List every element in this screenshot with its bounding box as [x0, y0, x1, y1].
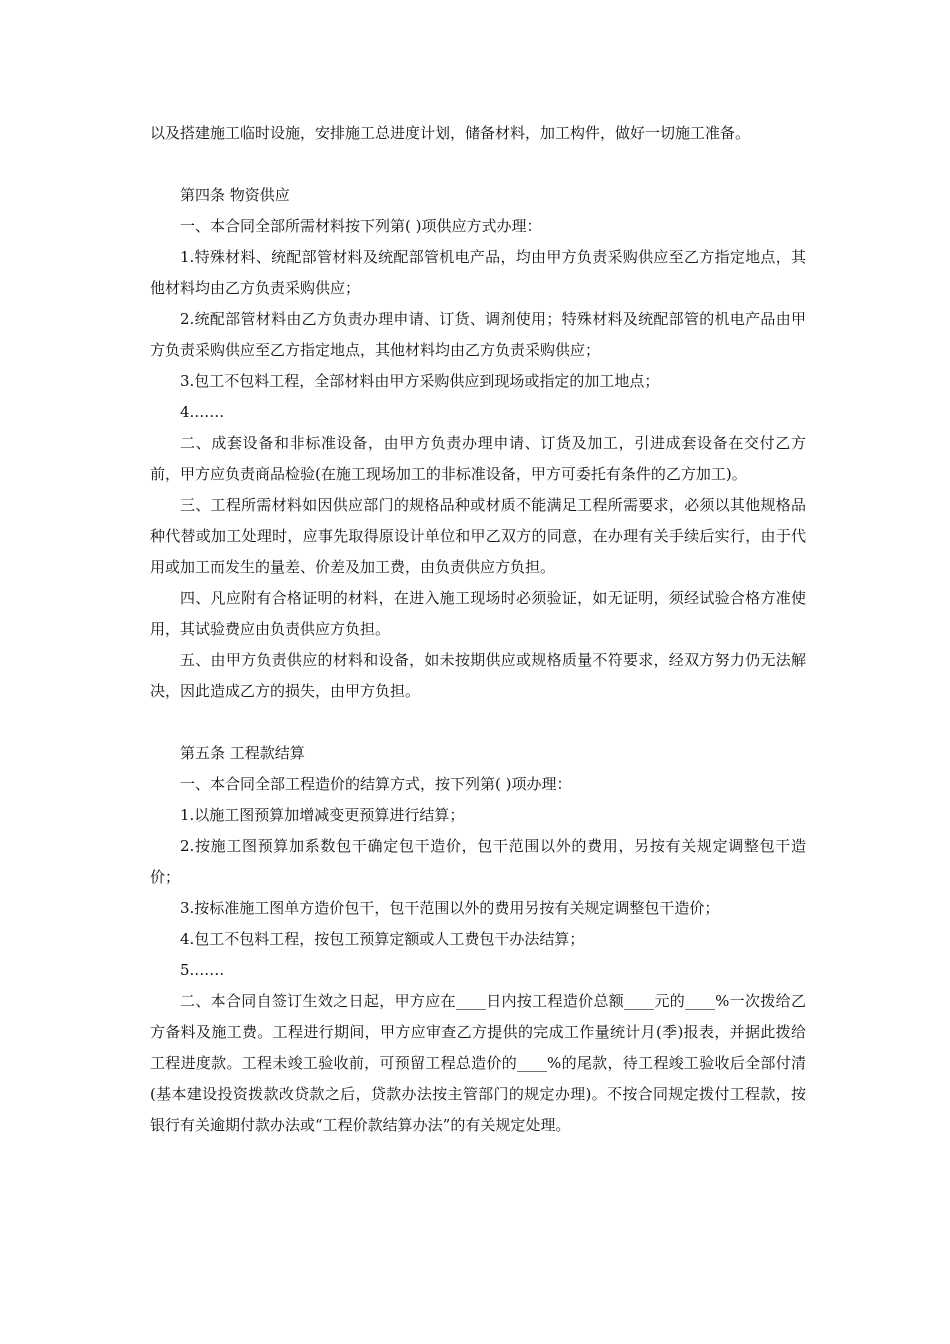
article5-paragraph: 3.按标准施工图单方造价包干，包干范围以外的费用另按有关规定调整包干造价； [180, 899, 720, 917]
article5-paragraph: 2.按施工图预算加系数包干确定包干造价，包干范围以外的费用，另按有关规定调整包干造价； [150, 837, 806, 886]
article4-paragraph: 五、由甲方负责供应的材料和设备，如未按期供应或规格质量不符要求，经双方努力仍无法解决，因此造成乙方的损失，由甲方负担。 [150, 651, 806, 700]
intro-line: 以及搭建施工临时设施，安排施工总进度计划，储备材料，加工构件，做好一切施工准备。 [150, 124, 751, 142]
article5-paragraph: 5.…… [180, 961, 225, 979]
article4-paragraph: 一、本合同全部所需材料按下列第( )项供应方式办理： [180, 217, 542, 235]
article4-paragraph: 四、凡应附有合格证明的材料，在进入施工现场时必须验证，如无证明，须经试验合格方准使用，其试验费应由负责供应方负担。 [150, 589, 806, 638]
article5-paragraph: 4.包工不包料工程，按包工预算定额或人工费包干办法结算； [180, 930, 585, 948]
article5-paragraph: 一、本合同全部工程造价的结算方式，按下列第( )项办理： [180, 775, 572, 793]
document-page [150, 118, 806, 1141]
article5-paragraph: 1.以施工图预算加增减变更预算进行结算； [180, 806, 465, 824]
article5-paragraph: 二、本合同自签订生效之日起，甲方应在____日内按工程造价总额____元的____%一次拨给乙方备料及施工费。工程进行期间，甲方应审查乙方提供的完成工作量统计月(季)报表，并据此拨给工程进度款。工程未竣工验收前，可预留工程总造价的____%的尾款，待工程竣工验收后全部付清(基本建设投资拨款改贷款之后，贷款办法按主管部门的规定办理)。不按合同规定拨付工程款，按银行有关逾期付款办法或“工程价款结算办法”的有关规定处理。 [150, 992, 806, 1134]
article5-title: 第五条 工程款结算 [180, 744, 305, 762]
article4-paragraph: 3.包工不包料工程，全部材料由甲方采购供应到现场或指定的加工地点； [180, 372, 660, 390]
spacer [150, 707, 806, 738]
article4-paragraph: 4.…… [180, 403, 225, 421]
article4-title: 第四条 物资供应 [180, 186, 290, 204]
spacer [150, 149, 806, 180]
article4-paragraph: 2.统配部管材料由乙方负责办理申请、订货、调剂使用；特殊材料及统配部管的机电产品由甲方负责采购供应至乙方指定地点，其他材料均由乙方负责采购供应； [150, 310, 806, 359]
article4-paragraph: 1.特殊材料、统配部管材料及统配部管机电产品，均由甲方负责采购供应至乙方指定地点，其他材料均由乙方负责采购供应； [150, 248, 806, 297]
article4-paragraph: 三、工程所需材料如因供应部门的规格品种或材质不能满足工程所需要求，必须以其他规格品种代替或加工处理时，应事先取得原设计单位和甲乙双方的同意，在办理有关手续后实行，由于代用或加工而发生的量差、价差及加工费，由负责供应方负担。 [150, 496, 806, 576]
article4-paragraph: 二、成套设备和非标准设备，由甲方负责办理申请、订货及加工，引进成套设备在交付乙方前，甲方应负责商品检验(在施工现场加工的非标准设备，甲方可委托有条件的乙方加工)。 [150, 434, 806, 483]
